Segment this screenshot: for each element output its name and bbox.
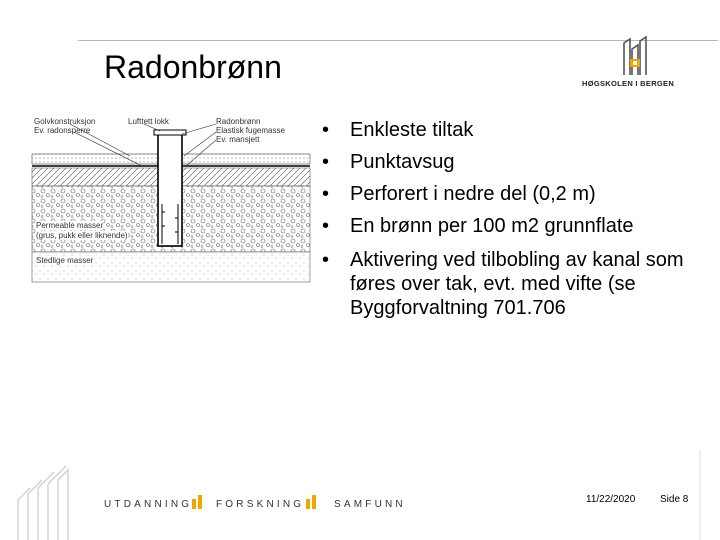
flag-icon bbox=[306, 493, 320, 509]
bullet-item: • Enkleste tiltak bbox=[318, 118, 708, 142]
bullet-item: • Perforert i nedre del (0,2 m) bbox=[318, 182, 708, 206]
bullet-list bbox=[318, 118, 708, 328]
bullet-item: • En brønn per 100 m2 grunnflate bbox=[318, 214, 708, 238]
slide-title: Radonbrønn bbox=[104, 49, 282, 85]
slide-number: Side 8 bbox=[660, 494, 689, 505]
footer-word-samfunn: SAMFUNN bbox=[334, 499, 406, 510]
label-stedlige: Stedlige masser bbox=[36, 256, 94, 265]
label-mansjett: Ev. mansjett bbox=[216, 135, 260, 144]
label-radonsperre: Ev. radonsperre bbox=[34, 126, 91, 135]
label-lufttett-lokk: Lufttett lokk bbox=[128, 117, 169, 126]
label-fugemasse: Elastisk fugemasse bbox=[216, 126, 285, 135]
footer-word-utdanning: UTDANNING bbox=[104, 499, 193, 510]
bullet-item: • Aktivering ved tilbobling av kanal som føres over tak, evt. med vifte (se Byggforvaltning 701.706 bbox=[318, 248, 708, 320]
label-radonbronn: Radonbrønn bbox=[216, 117, 261, 126]
footer-word-forskning: FORSKNING bbox=[216, 499, 305, 510]
slide-date: 11/22/2020 bbox=[586, 494, 636, 505]
bullet-item: • Punktavsug bbox=[318, 150, 708, 174]
label-golvkonstruksjon: Golvkonstruksjon bbox=[34, 117, 96, 126]
flag-icon bbox=[192, 493, 206, 509]
label-permeable: Permeable masser bbox=[36, 221, 104, 230]
logo-text: HØGSKOLEN I BERGEN bbox=[582, 79, 675, 88]
label-permeable-sub: (grus, pukk eller liknende) bbox=[36, 231, 128, 240]
